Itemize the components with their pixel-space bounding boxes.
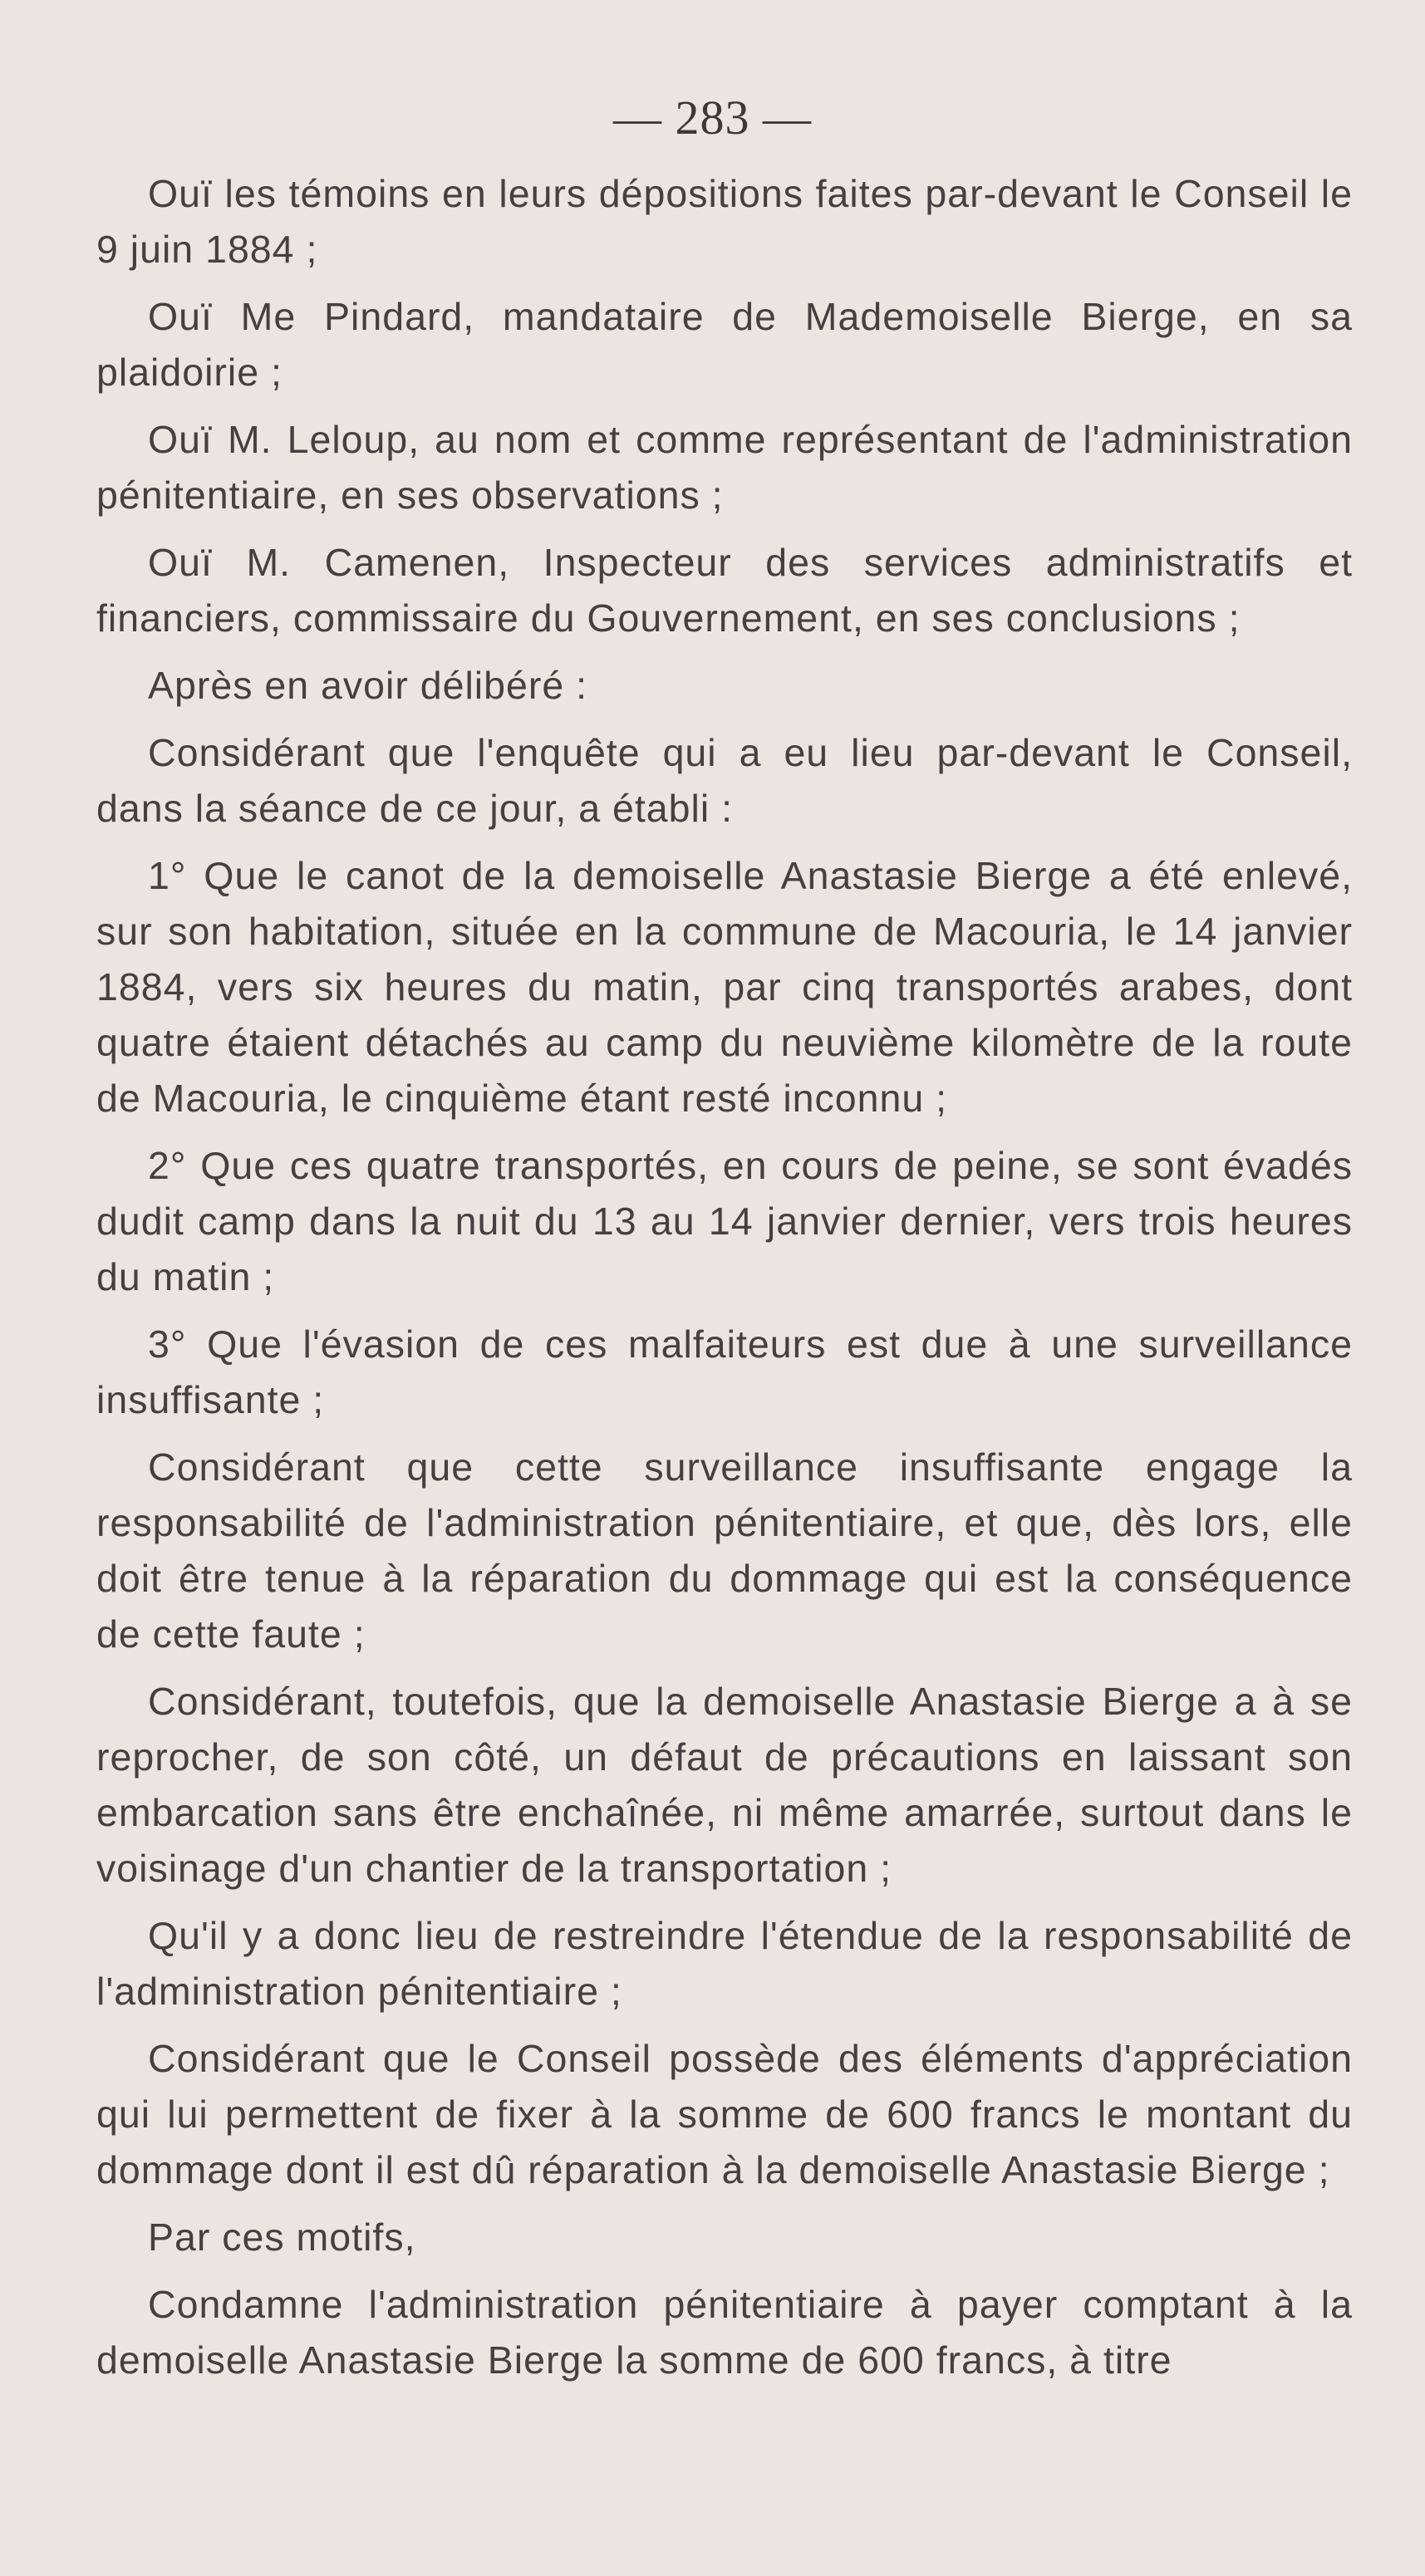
paragraph: Considérant, toutefois, que la demoiselle Anastasie Bierge a à se reprocher, de son côté, un défaut de précautions en laissant son embarcation sans être enchaînée, ni même amarrée, surtout dans le voisinage d'un chantier de la transportation ; bbox=[96, 1680, 1353, 1890]
paragraph: Ouï M. Leloup, au nom et comme représentant de l'administration pénitentiaire, en ses observations ; bbox=[96, 418, 1353, 517]
paragraph: 2° Que ces quatre transportés, en cours de peine, se sont évadés dudit camp dans la nuit du 13 au 14 janvier dernier, vers trois heures du matin ; bbox=[96, 1144, 1353, 1298]
paragraph: Par ces motifs, bbox=[148, 2215, 416, 2259]
paragraph: Considérant que le Conseil possède des éléments d'appréciation qui lui permettent de fixer à la somme de 600 francs le montant du dommage dont il est dû réparation à la demoiselle Anastasie Bierge ; bbox=[96, 2037, 1353, 2191]
page-number: — 283 — bbox=[613, 91, 812, 145]
paragraph: Considérant que l'enquête qui a eu lieu par-devant le Conseil, dans la séance de ce jour, a établi : bbox=[96, 731, 1353, 830]
paragraph: Ouï les témoins en leurs dépositions faites par-devant le Conseil le 9 juin 1884 ; bbox=[96, 172, 1353, 271]
paragraph: 1° Que le canot de la demoiselle Anastasie Bierge a été enlevé, sur son habitation, située en la commune de Macouria, le 14 janvier 1884, vers six heures du matin, par cinq transportés arabes, dont quatre étaient détachés au camp du neuvième kilomètre de la route de Macouria, le cinquième étant resté inconnu ; bbox=[96, 854, 1353, 1120]
document-body bbox=[96, 166, 1353, 2388]
paragraph: Qu'il y a donc lieu de restreindre l'étendue de la responsabilité de l'administration pénitentiaire ; bbox=[96, 1914, 1353, 2013]
paragraph: Considérant que cette surveillance insuffisante engage la responsabilité de l'administration pénitentiaire, et que, dès lors, elle doit être tenue à la réparation du dommage qui est la conséquence de cette faute ; bbox=[96, 1445, 1353, 1656]
paragraph: Ouï Me Pindard, mandataire de Mademoiselle Bierge, en sa plaidoirie ; bbox=[96, 295, 1353, 394]
paragraph: Ouï M. Camenen, Inspecteur des services administratifs et financiers, commissaire du Gouvernement, en ses conclusions ; bbox=[96, 541, 1353, 640]
paragraph: Condamne l'administration pénitentiaire à payer comptant à la demoiselle Anastasie Bierge la somme de 600 francs, à titre bbox=[96, 2283, 1353, 2382]
paragraph: Après en avoir délibéré : bbox=[148, 664, 588, 707]
paragraph: 3° Que l'évasion de ces malfaiteurs est due à une surveillance insuffisante ; bbox=[96, 1322, 1353, 1421]
